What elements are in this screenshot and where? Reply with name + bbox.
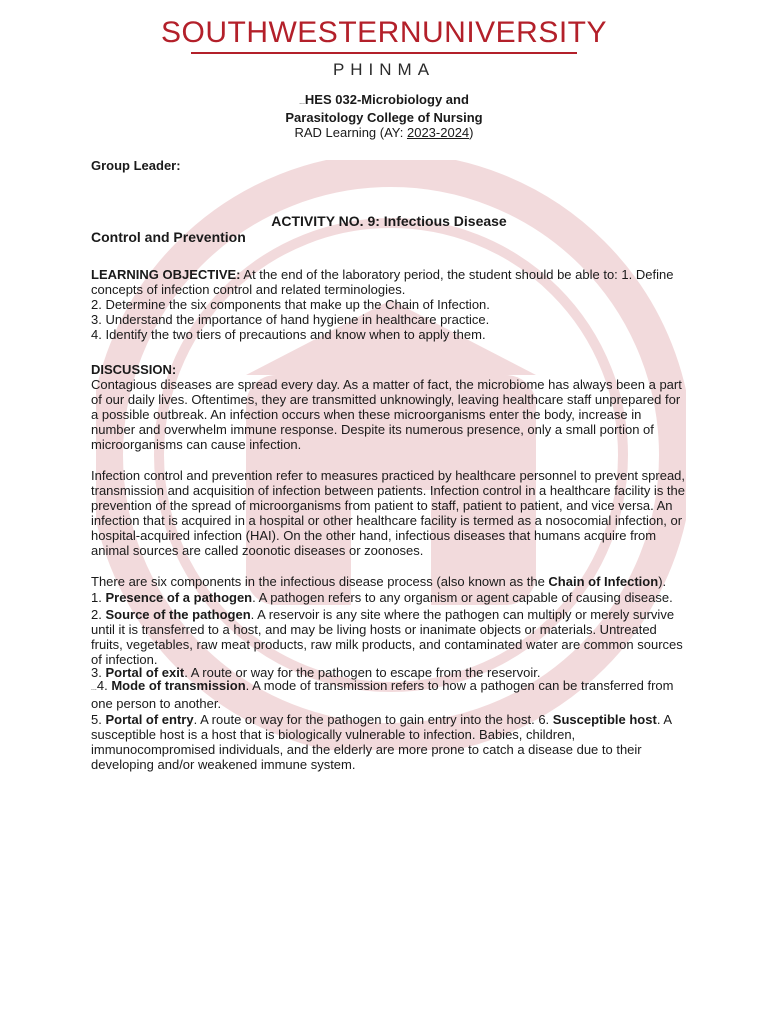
university-logo-wordmark: SOUTHWESTERNUNIVERSITY <box>160 16 608 49</box>
activity-title <box>91 213 687 245</box>
chain-component-4: ...4. Mode of transmission. A mode of transmission refers to how a pathogen can be transferred from one person to another. <box>91 678 674 711</box>
discussion-paragraph-1: Contagious diseases are spread every day. As a matter of fact, the microbiome has always been a part of our daily lives. Oftentimes, they are transmitted unknowingly, leaving healthcare staff unprepared for a possible outbreak. An infection occurs when these microorganisms enter the body, increase in number and overwhelm immune response. Despite its numerous presence, only a small portion of microorganisms can cause infection. <box>91 377 682 452</box>
document-body <box>91 158 687 772</box>
learning-objective-label: LEARNING OBJECTIVE: <box>91 267 241 282</box>
chain-component-2: 2. Source of the pathogen. A reservoir is any site where the pathogen can multiply or merely survive until it is transferred to a host, and may be living hosts or inanimate objects or materials. Untreated fruits, vegetables, raw meat products, raw milk products, and contaminated water are common sources of infection. <box>91 607 683 667</box>
learning-objective-section <box>91 267 687 342</box>
course-line-1: HES 032-Microbiology and <box>304 92 469 107</box>
objective-item-2: 2. Determine the six components that make up the Chain of Infection. <box>91 297 490 312</box>
chain-component-1: 1. Presence of a pathogen. A pathogen refers to any organism or agent capable of causing disease. <box>91 590 673 605</box>
university-header <box>0 14 768 80</box>
activity-title-line-2: Control and Prevention <box>91 229 246 245</box>
leading-mark: ... <box>299 99 305 106</box>
course-line-3: RAD Learning (AY: 2023-2024) <box>294 125 474 140</box>
chain-component-3: 3. Portal of exit. A route or way for the pathogen to escape from the reservoir. <box>91 665 541 680</box>
course-heading <box>0 92 768 140</box>
chain-component-5-6: 5. Portal of entry. A route or way for the pathogen to gain entry into the host. 6. Susceptible host. A susceptible host is a host that is biologically vulnerable to infection. Babies, children, immunocompromised individuals, and the elderly are more prone to catch a disease due to their developing and/or weakened immune system. <box>91 712 672 772</box>
objective-item-3: 3. Understand the importance of hand hygiene in healthcare practice. <box>91 312 490 327</box>
learning-objective-intro: At the end of the laboratory period, the student should be able to: 1. Define concepts of infection control and related terminologies. <box>91 267 674 297</box>
activity-title-line-1: ACTIVITY NO. 9: Infectious Disease <box>271 213 507 229</box>
group-leader-label: Group Leader: <box>91 158 181 173</box>
objective-item-4: 4. Identify the two tiers of precautions and know when to apply them. <box>91 327 486 342</box>
discussion-label: DISCUSSION: <box>91 362 177 377</box>
course-line-2: Parasitology College of Nursing <box>285 110 483 125</box>
university-subtitle: PHINMA <box>332 60 436 79</box>
discussion-section <box>91 362 687 772</box>
discussion-paragraph-2: Infection control and prevention refer to measures practiced by healthcare personnel to prevent spread, transmission and acquisition of infection between patients. Infection control in a healthcare facility is the prevention of the spread of microorganisms from patient to staff, patient to patient, and vice versa. An infection that is acquired in a hospital or other healthcare facility is termed as a nosocomial infection, or hospital-acquired infection (HAI). On the other hand, infectious diseases that humans acquire from animal sources are called zoonotic diseases or zoonoses. <box>91 468 686 558</box>
logo-divider <box>191 52 577 54</box>
chain-of-infection-intro: There are six components in the infectious disease process (also known as the Chain of Infection). <box>91 574 667 589</box>
